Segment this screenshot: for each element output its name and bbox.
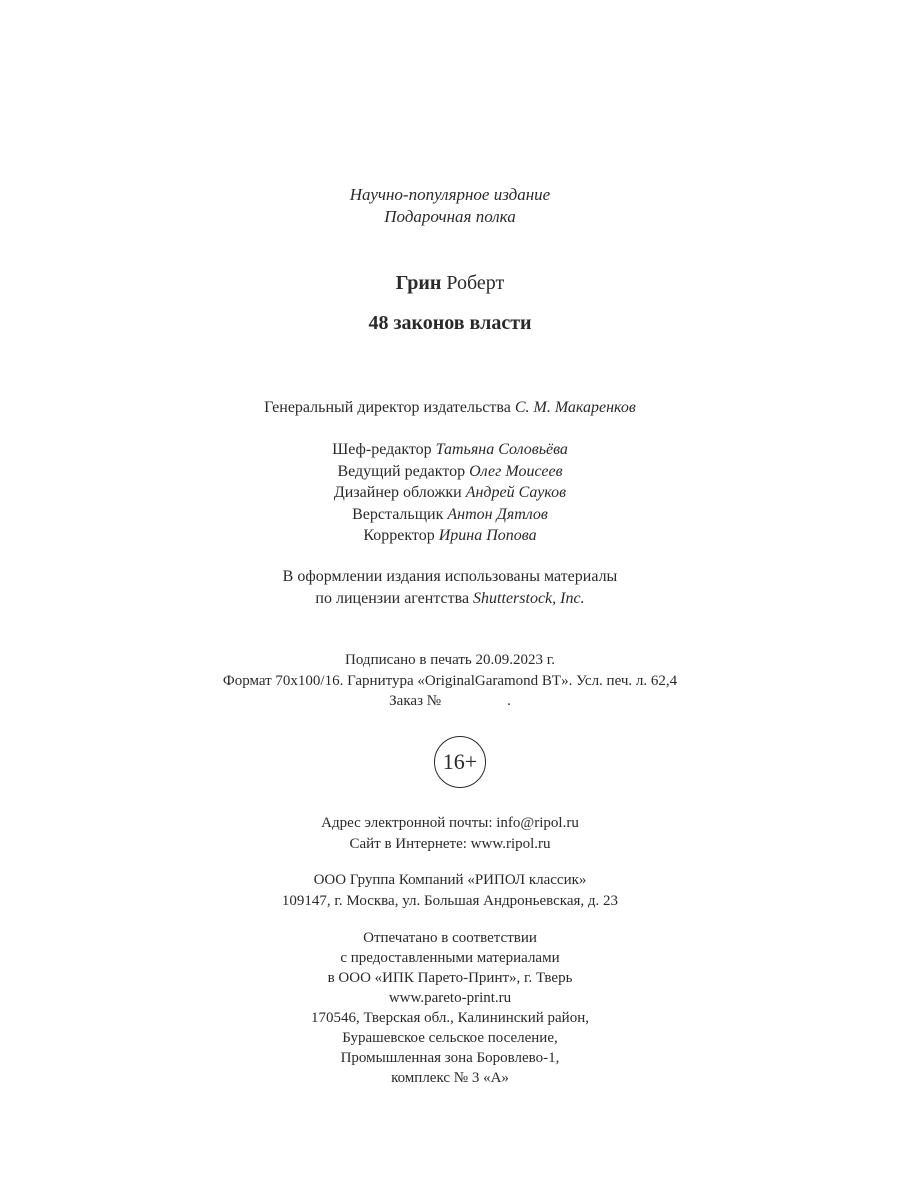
print-info <box>0 650 900 712</box>
credit-role: Дизайнер обложки <box>333 484 462 501</box>
credit-name: Олег Моисеев <box>469 462 563 480</box>
contacts <box>0 813 900 854</box>
license-note <box>0 566 900 609</box>
director-name: С. М. Макаренков <box>514 399 636 416</box>
credit-name: Ирина Попова <box>438 527 537 544</box>
printer-line: с предоставленными материалами <box>340 950 560 966</box>
edition-type: Научно-популярное издание <box>349 185 551 204</box>
author-surname: Грин <box>395 272 442 294</box>
credit-role: Шеф-редактор <box>332 441 432 458</box>
order-end: . <box>507 693 511 709</box>
format-line: Формат 70x100/16. Гарнитура «OriginalGaramond BT». Усл. печ. л. 62,4 <box>222 672 678 689</box>
credit-line <box>0 504 900 526</box>
staff-credits <box>0 439 900 547</box>
author <box>0 270 900 296</box>
age-rating-badge: 16+ <box>434 736 486 788</box>
signed-date: Подписано в печать 20.09.2023 г. <box>345 652 555 668</box>
license-line: В оформлении издания использованы материалы <box>282 568 618 585</box>
director-credit <box>0 397 900 419</box>
license-line <box>0 588 900 610</box>
publisher-name: ООО Группа Компаний «РИПОЛ классик» <box>313 872 587 888</box>
printer-info <box>0 928 900 1088</box>
director-role: Генеральный директор издательства <box>264 399 511 416</box>
credit-line <box>0 461 900 483</box>
printer-line: Отпечатано в соответствии <box>363 930 537 946</box>
credit-name: Татьяна Соловьёва <box>435 441 568 458</box>
credit-role: Ведущий редактор <box>337 462 466 480</box>
printer-line: комплекс № 3 «А» <box>391 1070 509 1086</box>
credit-name: Антон Дятлов <box>447 505 548 523</box>
credit-line <box>0 525 900 547</box>
license-agency: Shutterstock, Inc. <box>473 589 585 607</box>
printer-line: в ООО «ИПК Парето-Принт», г. Тверь <box>327 970 573 986</box>
printer-line: 170546, Тверская обл., Калининский район, <box>311 1010 589 1026</box>
credit-line <box>0 439 900 461</box>
printer-line: Промышленная зона Боровлево-1, <box>340 1050 560 1066</box>
site-line: Сайт в Интернете: www.ripol.ru <box>349 835 551 852</box>
series-block <box>0 184 900 228</box>
book-title: 48 законов власти <box>368 312 532 334</box>
series-name: Подарочная полка <box>384 207 516 226</box>
credit-role: Верстальщик <box>352 505 444 523</box>
printer-line: www.pareto-print.ru <box>388 990 512 1006</box>
order-label: Заказ № <box>389 693 442 709</box>
publisher-address: 109147, г. Москва, ул. Большая Андроньевская, д. 23 <box>281 892 619 909</box>
credit-line <box>0 482 900 504</box>
credit-name: Андрей Сауков <box>465 484 567 501</box>
printer-line: Бурашевское сельское поселение, <box>342 1030 558 1046</box>
author-name: Роберт <box>446 272 505 294</box>
license-prefix: по лицензии агентства <box>315 589 470 607</box>
credit-role: Корректор <box>363 527 435 544</box>
email-line: Адрес электронной почты: info@ripol.ru <box>321 815 579 831</box>
order-line <box>0 691 900 712</box>
publisher-info <box>0 870 900 911</box>
